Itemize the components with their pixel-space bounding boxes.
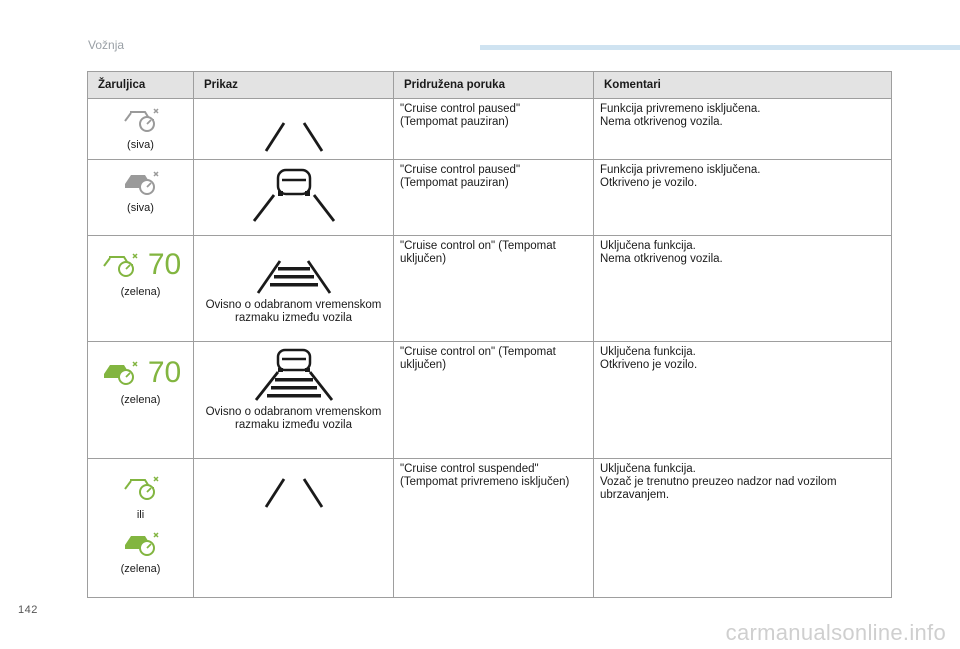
page-number: 142 xyxy=(18,604,38,616)
cruise-control-active-filled-icon xyxy=(121,531,161,557)
column-header-comments: Komentari xyxy=(594,72,892,99)
lamp-color-label: (zelena) xyxy=(120,286,161,298)
lane-lines-icon xyxy=(244,471,344,511)
message-cell: "Cruise control on" (Tempomat uključen) xyxy=(394,236,594,342)
cruise-control-table xyxy=(87,71,892,598)
lane-lines-icon xyxy=(244,115,344,155)
display-note: Ovisno o odabranom vremenskom razmaku između vozila xyxy=(205,406,382,431)
vehicle-ahead-icon xyxy=(244,165,344,225)
message-cell: "Cruise control on" (Tempomat uključen) xyxy=(394,342,594,459)
lamp-color-label: (zelena) xyxy=(120,394,161,406)
display-note: Ovisno o odabranom vremenskom razmaku između vozila xyxy=(205,299,382,324)
lamp-cell xyxy=(88,236,194,342)
comment-cell: Uključena funkcija. Otkriveno je vozilo. xyxy=(594,342,892,459)
set-speed-value: 70 xyxy=(147,248,182,281)
column-header-display: Prikaz xyxy=(194,72,394,99)
cruise-control-active-filled-icon xyxy=(100,360,140,386)
lamp-color-label: (siva) xyxy=(127,139,154,151)
column-header-message: Pridružena poruka xyxy=(394,72,594,99)
lamp-cell xyxy=(88,459,194,598)
table-row xyxy=(88,236,892,342)
display-cell xyxy=(194,99,394,160)
lamp-color-label: (siva) xyxy=(127,202,154,214)
comment-cell: Funkcija privremeno isključena. Otkriveno je vozilo. xyxy=(594,160,892,236)
table-row xyxy=(88,342,892,459)
cruise-control-outline-icon xyxy=(121,107,161,133)
lamp-color-label: (zelena) xyxy=(120,563,161,575)
lamp-cell xyxy=(88,160,194,236)
message-cell: "Cruise control suspended" (Tempomat privremeno isključen) xyxy=(394,459,594,598)
cruise-control-active-outline-icon xyxy=(100,252,140,278)
column-header-lamp: Žaruljica xyxy=(88,72,194,99)
vehicle-distance-bars-icon xyxy=(244,348,344,402)
cruise-control-filled-icon xyxy=(121,170,161,196)
alternative-label: ili xyxy=(136,509,145,521)
message-cell: "Cruise control paused" (Tempomat pauziran) xyxy=(394,160,594,236)
lamp-cell xyxy=(88,342,194,459)
header-accent-bar xyxy=(480,45,960,50)
display-cell xyxy=(194,160,394,236)
table-row xyxy=(88,160,892,236)
comment-cell: Uključena funkcija. Vozač je trenutno preuzeo nadzor nad vozilom ubrzavanjem. xyxy=(594,459,892,598)
comment-cell: Funkcija privremeno isključena. Nema otkrivenog vozila. xyxy=(594,99,892,160)
watermark: carmanualsonline.info xyxy=(725,620,946,645)
message-cell: "Cruise control paused" (Tempomat pauziran) xyxy=(394,99,594,160)
comment-cell: Uključena funkcija. Nema otkrivenog vozila. xyxy=(594,236,892,342)
table-row xyxy=(88,459,892,598)
section-title: Vožnja xyxy=(88,38,125,52)
table-row xyxy=(88,99,892,160)
lamp-cell xyxy=(88,99,194,160)
set-speed-value: 70 xyxy=(147,356,182,389)
distance-bars-icon xyxy=(244,255,344,295)
display-cell xyxy=(194,236,394,342)
display-cell xyxy=(194,342,394,459)
display-cell xyxy=(194,459,394,598)
table-header-row xyxy=(88,72,892,99)
cruise-control-active-outline-icon xyxy=(121,475,161,501)
